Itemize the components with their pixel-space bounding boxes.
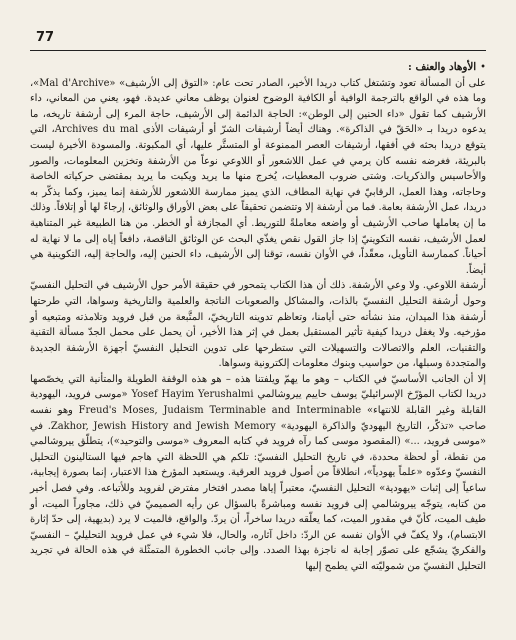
body-text — [30, 60, 486, 575]
paragraph-2: أرشفة اللاوعي. ولا وعي الأرشفة. ذلك أن هذا الكتاب يتمحور في حقيقة الأمر حول الأرشيف في التحليل النفسيّ وحول أرشفة التحليل النفسيّ بالذات، والمشاكل والصعوبات الناتجة والعلمية والتاريخية وسواها، التي طرحتها أرشفة هذا الميدان، منذ نشأته حتى أيامنا، وتعاظم تدوينه التاريخيّ، المتَّبعة من قبل فرويد وتلامذته ومتبعيه أو مؤرخيه. ولا يغفل دريدا كيفية تأثير المستقبل بعمل في إثر هذا الأخير، أن يحمل على محمل الجدّ مسألة التقنية والتقنيات، العلم والاتصالات والتسهيلات التي ستطرحها على تدوين التحليل النفسيّ أجهزة الأرشفة الجديدة والمتجددة وسبلها، من حواسيب وبنوك معلومات إلكترونية وسواها. — [30, 280, 486, 370]
page-number: 77 — [36, 30, 55, 45]
paragraph-3: إلا أن الجانب الأساسيّ في الكتاب – وهو ما يهمّ ويلفتنا هذه – هو هذه الوقفة الطويلة والمتأنية التي يخصّصها دريدا لكتاب المؤرّخ الإسرائيليّ يوسف حاييم ييروشالمي Yosef Hayim Yerushalmi «موسى فرويد، اليهودية القابلة وغير القابلة للانتهاء» Freud's Moses, Judaism Terminable and Interminable وهو نفسه صاحب «تذكّر، التاريخ اليهوديّ والذاكرة اليهودية» Zakhor, Jewish History and Jewish Memory. في «موسى فرويد، ...» (المقصود موسى كما رآه فرويد في كتابه المعروف «موسى والتوحيد»)، يتطلّق ييروشالمي من نقطة، أو لحظة محددة، في تاريخ التحليل النفسيّ: تلكم هي اللحظة التي هاجم فيها الستالينون التحليل النفسيّ وعدّوه «علماً يهودياً»، انطلاقاً من أصول فرويد العرقية. ويستعيد المؤرخ هذا الاعتبار، إنما بصورة إيجابية، ساعياً إلى إثبات «يهودية» التحليل النفسيّ، معتبراً إياها مصدر افتخار مفترض لفرويد وللأتباعه. وفي فصل أخير من كتابه، يتوجّه ييروشالمي إلى فرويد نفسه ومباشرةً بالسؤال عن رأيه الصميميّ في ذلك، مجاوراً الميت، أو طيف الميت، كأنّ في مقدور الميت، كما يعلّقه دريدا ساخراً، أن يردّ. والواقع، فالميت لا يرد (بديهية، إلى حدّ إثارة الابتسام)، ولا يكفّ في الأوان نفسه عن الردّ: داخل آثاره، والحال، فلا شيء في عمل فرويد التحليليّ – النفسيّ والفكريّ يشجّع على تصوّر إجابة له ناجزة بهذا الصدد. وإلى جانب الخطورة المتمثّلة في هذه الحالة في تجريد التحليل النفسيّ من شموليّته التي يطمح إليها — [30, 373, 487, 572]
header-rule — [30, 50, 486, 51]
paragraph-1: على أن المسألة تعود وتشتغل كتاب دريدا الأخير، الصادر تحت عام: «التوق إلى الأرشيف» «Mal d'Archive»، وما هذه في الواقع بالترجمة الوافية أو الكافية الوضوح لعنوان يوظف معاني عديدة. فهو، يعني من المعاني، داء الأرشيف كما تقول «داء الحنين إلى الوطن»: الحاجة الدائمة إلى الأرشيف، حاجة المرء إلى أرشفة تاريخه، ما يدعوه دريدا بـ «الحَقّ في الذاكرة». وهناك أيضاً أرشيفات الشرّ أو أرشيفات الأذى Archives du mal، التي يتوقع دريدا بحثه في أفقها، أرشيفات العصر الممنوعة أو المتستَّر عليها، أي المكبوتة. والمسودة الأخيرة ليست بالبريئة، فغرضه نفسه كان يرمي في عمل اللاشعور أو اللاوعي نوعاً من الأرشفة وتخزين المعلومات، والصور والأحاسيس والذكريات. وشتى ضروب المعطيات، يُخرج منها ما يريد ويكبت ما يريد بمقتضى حركياته الخاصة وحاجاته، وهذا العمل، الرقابيّ في نهاية المطاف، الذي يميز ممارسة اللاشعور للأرشفة إنما يميز، وكما يذكّر به دريدا، عمل الأرشفة بعامة. فما من أرشفة إلا وتتضمن تحقيقاً على بعض الأوراق والوثائق، إرجاءً لها أو إتلافاً. وذلك ما إن يعاملها صاحب الأرشيف أو واضعه معاملةً للتوريط. أي المجازفة أو الخطر. من هنا الطبيعة غير المتناهية لعمل الأرشيف، نفسه التكوينيّ إذا جاز القول نقص يغذّي البحث عن الوثائق الناقصة، دافعاً إياه إلى ما لا نهاية له أحياناً. كممارسة التأويل، معقّداً، في الأوان نفسه، توقنا إلى الأرشيف، داء الحنين إليه، والحاجة إليه، التكوينية هي أيضاً. — [30, 77, 487, 276]
section-heading: الأوهاد والعنف : — [408, 61, 477, 73]
section-heading-line — [30, 60, 486, 76]
bullet-icon: • — [480, 62, 486, 73]
